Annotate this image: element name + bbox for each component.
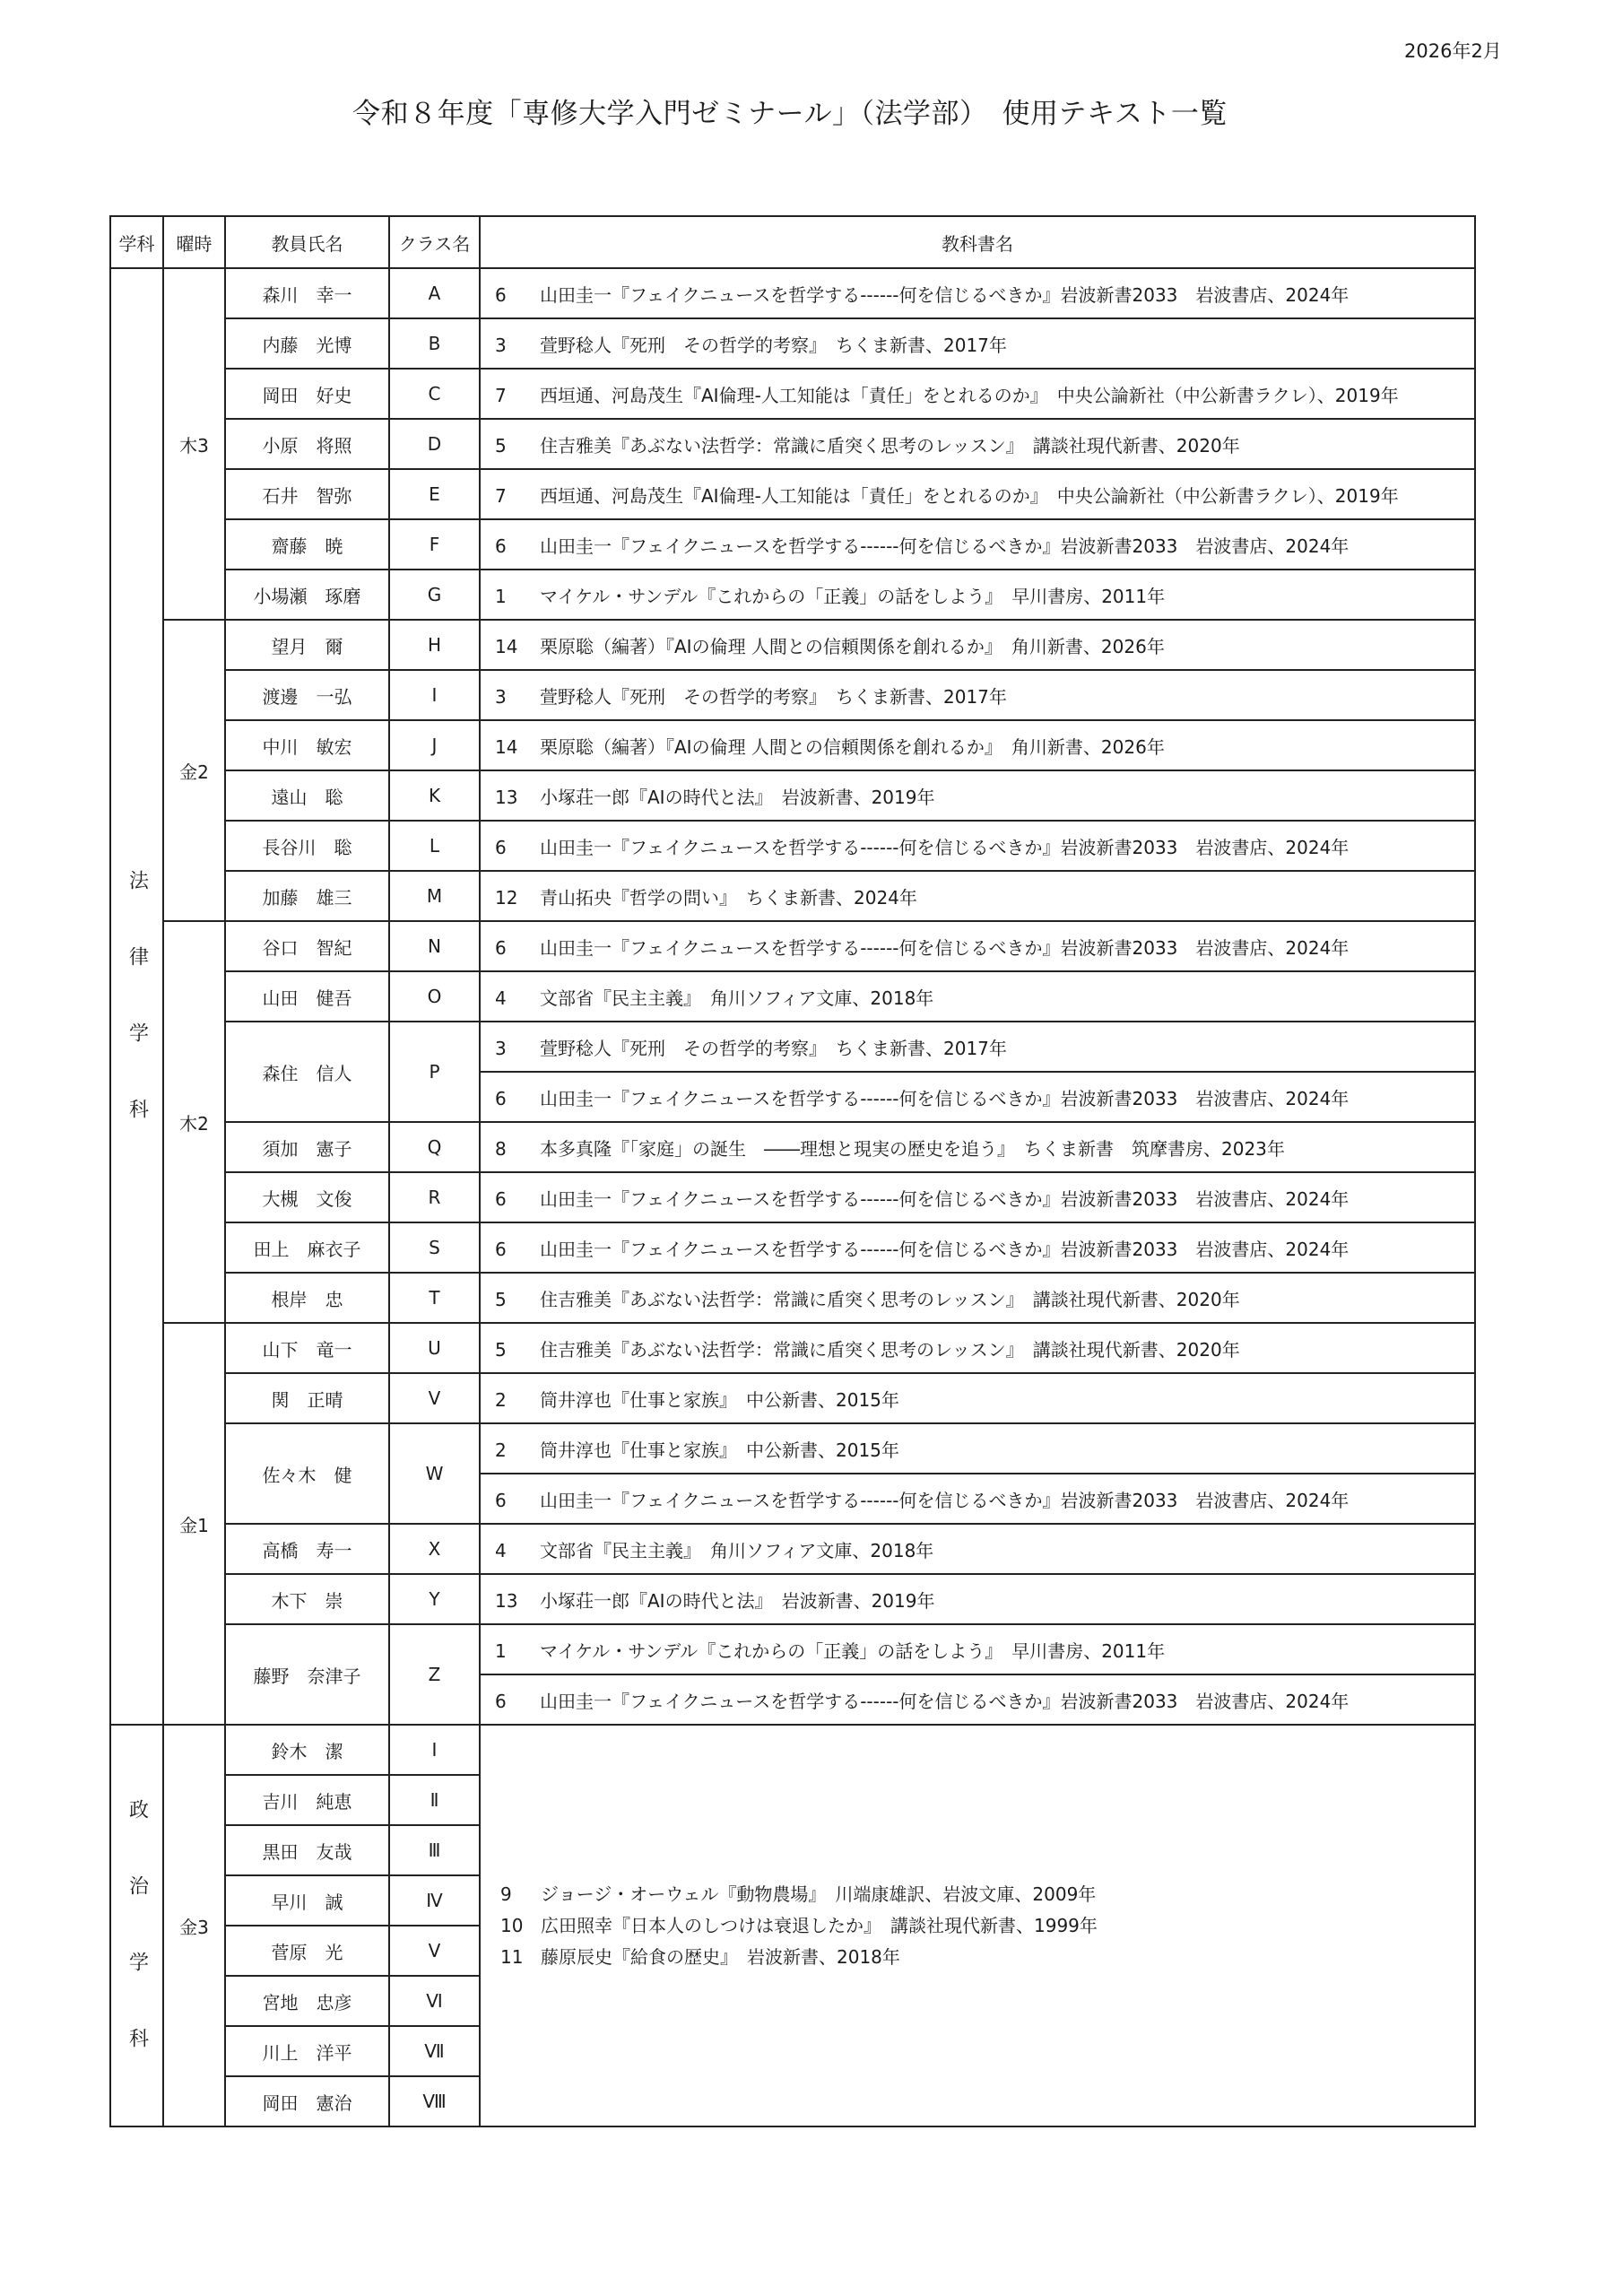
class-label: P bbox=[389, 1022, 480, 1122]
header-period: 曜時 bbox=[163, 216, 225, 268]
instructor-name: 小原 将照 bbox=[225, 419, 389, 469]
textbook-number: 5 bbox=[495, 1338, 507, 1361]
textbook-cell-politics bbox=[480, 1725, 1475, 2126]
textbook-entry bbox=[480, 318, 1475, 369]
textbook-title: 山田圭一『フェイクニュースを哲学する------何を信じるべきか』岩波新書2033 岩波書店、2024年 bbox=[540, 535, 1350, 557]
textbook-title: 筒井淳也『仕事と家族』 中公新書、2015年 bbox=[540, 1388, 899, 1411]
textbook-number: 5 bbox=[495, 1288, 507, 1310]
textbook-entry bbox=[480, 670, 1475, 720]
instructor-name: 佐々木 健 bbox=[225, 1423, 389, 1524]
textbook-number: 1 bbox=[495, 585, 507, 607]
class-label: K bbox=[389, 770, 480, 821]
class-label: Ⅰ bbox=[389, 1725, 480, 1775]
textbook-table bbox=[109, 215, 1476, 2127]
textbook-entry bbox=[480, 1373, 1475, 1423]
textbook-entry bbox=[480, 570, 1475, 620]
textbook-entry bbox=[480, 1172, 1475, 1222]
textbook-entry bbox=[480, 1072, 1475, 1122]
instructor-name: 石井 智弥 bbox=[225, 469, 389, 519]
textbook-number: 2 bbox=[495, 1439, 507, 1461]
table-row bbox=[110, 720, 1475, 770]
table-row bbox=[110, 670, 1475, 720]
instructor-name: 岡田 好史 bbox=[225, 369, 389, 419]
table-row bbox=[110, 821, 1475, 871]
textbook-entry bbox=[480, 1674, 1475, 1725]
table-row bbox=[110, 971, 1475, 1022]
header-row bbox=[110, 216, 1475, 268]
textbook-number: 6 bbox=[495, 936, 507, 959]
textbook-title: 西垣通、河島茂生『AI倫理-人工知能は「責任」をとれるのか』 中央公論新社（中公新書ラクレ）、2019年 bbox=[540, 484, 1399, 507]
textbook-number: 10 bbox=[500, 1914, 524, 1936]
textbook-title: 山田圭一『フェイクニュースを哲学する------何を信じるべきか』岩波新書2033 岩波書店、2024年 bbox=[540, 1238, 1350, 1260]
textbook-number: 6 bbox=[495, 1690, 507, 1712]
instructor-name: 渡邊 一弘 bbox=[225, 670, 389, 720]
class-label: O bbox=[389, 971, 480, 1022]
textbook-title: 山田圭一『フェイクニュースを哲学する------何を信じるべきか』岩波新書2033 岩波書店、2024年 bbox=[540, 1489, 1350, 1511]
textbook-entry bbox=[500, 1910, 1474, 1942]
class-label: Ⅶ bbox=[389, 2026, 480, 2076]
textbook-title: マイケル・サンデル『これからの「正義」の話をしよう』 早川書房、2011年 bbox=[540, 585, 1166, 607]
class-label: H bbox=[389, 620, 480, 670]
class-label: V bbox=[389, 1373, 480, 1423]
textbook-number: 2 bbox=[495, 1388, 507, 1411]
textbook-number: 9 bbox=[500, 1883, 512, 1905]
table-row bbox=[110, 921, 1475, 971]
instructor-name: 高橋 寿一 bbox=[225, 1524, 389, 1574]
table-row bbox=[110, 570, 1475, 620]
class-label: Ⅵ bbox=[389, 1976, 480, 2026]
textbook-number: 7 bbox=[495, 384, 507, 406]
textbook-number: 6 bbox=[495, 1489, 507, 1511]
table-row bbox=[110, 1524, 1475, 1574]
table-row bbox=[110, 268, 1475, 318]
textbook-entry bbox=[480, 1273, 1475, 1323]
department-label: 法律学科 bbox=[126, 870, 149, 1175]
textbook-title: マイケル・サンデル『これからの「正義」の話をしよう』 早川書房、2011年 bbox=[540, 1639, 1166, 1662]
class-label: Ⅷ bbox=[389, 2076, 480, 2126]
table-row bbox=[110, 1624, 1475, 1674]
class-label: A bbox=[389, 268, 480, 318]
textbook-number: 13 bbox=[495, 786, 518, 808]
textbook-entry bbox=[480, 1022, 1475, 1072]
textbook-title: 住吉雅美『あぶない法哲学：常識に盾突く思考のレッスン』 講談社現代新書、2020年 bbox=[540, 1288, 1240, 1310]
class-label: S bbox=[389, 1222, 480, 1273]
class-label: Q bbox=[389, 1122, 480, 1172]
textbook-title: 山田圭一『フェイクニュースを哲学する------何を信じるべきか』岩波新書2033 岩波書店、2024年 bbox=[540, 1690, 1350, 1712]
textbook-entry bbox=[480, 419, 1475, 469]
table-row bbox=[110, 1222, 1475, 1273]
textbook-entry bbox=[500, 1879, 1474, 1910]
instructor-name: 関 正晴 bbox=[225, 1373, 389, 1423]
textbook-number: 13 bbox=[495, 1589, 518, 1612]
class-label: D bbox=[389, 419, 480, 469]
instructor-name: 森住 信人 bbox=[225, 1022, 389, 1122]
textbook-number: 7 bbox=[495, 484, 507, 507]
textbook-entry bbox=[480, 369, 1475, 419]
textbook-entry bbox=[480, 519, 1475, 570]
textbook-number: 6 bbox=[495, 1087, 507, 1109]
instructor-name: 齋藤 暁 bbox=[225, 519, 389, 570]
class-label: Z bbox=[389, 1624, 480, 1725]
textbook-entry bbox=[480, 770, 1475, 821]
class-label: G bbox=[389, 570, 480, 620]
textbook-title: 筒井淳也『仕事と家族』 中公新書、2015年 bbox=[540, 1439, 899, 1461]
textbook-title: 山田圭一『フェイクニュースを哲学する------何を信じるべきか』岩波新書2033 岩波書店、2024年 bbox=[540, 283, 1350, 306]
table-body bbox=[110, 216, 1475, 2126]
textbook-title: 山田圭一『フェイクニュースを哲学する------何を信じるべきか』岩波新書2033 岩波書店、2024年 bbox=[540, 1187, 1350, 1210]
textbook-entry bbox=[480, 871, 1475, 921]
instructor-name: 中川 敏宏 bbox=[225, 720, 389, 770]
page-title: 令和８年度「専修大学入門ゼミナール」（法学部） 使用テキスト一覧 bbox=[352, 98, 1228, 130]
textbook-title: 萱野稔人『死刑 その哲学的考察』 ちくま新書、2017年 bbox=[540, 334, 1007, 356]
class-label: E bbox=[389, 469, 480, 519]
class-label: C bbox=[389, 369, 480, 419]
textbook-title: 栗原聡（編著）『AIの倫理 人間との信頼関係を創れるか』 角川新書、2026年 bbox=[540, 635, 1165, 657]
period-cell: 木3 bbox=[163, 268, 225, 620]
textbook-title: 藤原辰史『給食の歴史』 岩波新書、2018年 bbox=[541, 1945, 900, 1968]
table-row bbox=[110, 1725, 1475, 1775]
department-cell-politics bbox=[110, 1725, 163, 2126]
textbook-number: 3 bbox=[495, 685, 507, 708]
header-instructor: 教員氏名 bbox=[225, 216, 389, 268]
class-label: I bbox=[389, 670, 480, 720]
table-row bbox=[110, 871, 1475, 921]
instructor-name: 鈴木 潔 bbox=[225, 1725, 389, 1775]
table-row bbox=[110, 620, 1475, 670]
textbook-title: 文部省『民主主義』 角川ソフィア文庫、2018年 bbox=[540, 1539, 934, 1561]
textbook-number: 6 bbox=[495, 836, 507, 858]
textbook-entry bbox=[480, 620, 1475, 670]
textbook-number: 14 bbox=[495, 635, 518, 657]
instructor-name: 藤野 奈津子 bbox=[225, 1624, 389, 1725]
instructor-name: 小場瀬 琢磨 bbox=[225, 570, 389, 620]
instructor-name: 望月 爾 bbox=[225, 620, 389, 670]
class-label: X bbox=[389, 1524, 480, 1574]
class-label: R bbox=[389, 1172, 480, 1222]
textbook-title: ジョージ・オーウェル『動物農場』 川端康雄訳、岩波文庫、2009年 bbox=[541, 1883, 1097, 1905]
textbook-title: 文部省『民主主義』 角川ソフィア文庫、2018年 bbox=[540, 987, 934, 1009]
class-label: Y bbox=[389, 1574, 480, 1624]
textbook-title: 住吉雅美『あぶない法哲学：常識に盾突く思考のレッスン』 講談社現代新書、2020年 bbox=[540, 434, 1240, 457]
textbook-entry bbox=[480, 1122, 1475, 1172]
table-row bbox=[110, 1273, 1475, 1323]
textbook-title: 栗原聡（編著）『AIの倫理 人間との信頼関係を創れるか』 角川新書、2026年 bbox=[540, 735, 1165, 758]
textbook-entry bbox=[480, 268, 1475, 318]
textbook-title: 小塚荘一郎『AIの時代と法』 岩波新書、2019年 bbox=[540, 786, 935, 808]
textbook-entry bbox=[480, 1524, 1475, 1574]
textbook-entry bbox=[480, 821, 1475, 871]
textbook-number: 3 bbox=[495, 334, 507, 356]
textbook-title: 西垣通、河島茂生『AI倫理-人工知能は「責任」をとれるのか』 中央公論新社（中公新書ラクレ）、2019年 bbox=[540, 384, 1399, 406]
instructor-name: 山田 健吾 bbox=[225, 971, 389, 1022]
textbook-title: 本多真隆『「家庭」の誕生 ――理想と現実の歴史を追う』 ちくま新書 筑摩書房、2023年 bbox=[540, 1137, 1285, 1160]
instructor-name: 遠山 聡 bbox=[225, 770, 389, 821]
instructor-name: 吉川 純恵 bbox=[225, 1775, 389, 1825]
instructor-name: 岡田 憲治 bbox=[225, 2076, 389, 2126]
textbook-number: 4 bbox=[495, 987, 507, 1009]
textbook-title: 住吉雅美『あぶない法哲学：常識に盾突く思考のレッスン』 講談社現代新書、2020年 bbox=[540, 1338, 1240, 1361]
table-row bbox=[110, 419, 1475, 469]
class-label: Ⅳ bbox=[389, 1875, 480, 1926]
textbook-entry bbox=[480, 921, 1475, 971]
textbook-entry bbox=[480, 1222, 1475, 1273]
table-row bbox=[110, 369, 1475, 419]
table-row bbox=[110, 469, 1475, 519]
instructor-name: 須加 憲子 bbox=[225, 1122, 389, 1172]
instructor-name: 長谷川 聡 bbox=[225, 821, 389, 871]
textbook-number: 4 bbox=[495, 1539, 507, 1561]
textbook-number: 1 bbox=[495, 1639, 507, 1662]
textbook-title: 広田照幸『日本人のしつけは衰退したか』 講談社現代新書、1999年 bbox=[541, 1914, 1098, 1936]
textbook-title: 山田圭一『フェイクニュースを哲学する------何を信じるべきか』岩波新書2033 岩波書店、2024年 bbox=[540, 836, 1350, 858]
textbook-title: 萱野稔人『死刑 その哲学的考察』 ちくま新書、2017年 bbox=[540, 685, 1007, 708]
textbook-number: 14 bbox=[495, 735, 518, 758]
class-label: F bbox=[389, 519, 480, 570]
table-row bbox=[110, 1172, 1475, 1222]
instructor-name: 根岸 忠 bbox=[225, 1273, 389, 1323]
textbook-entry bbox=[480, 469, 1475, 519]
textbook-number: 11 bbox=[500, 1945, 524, 1968]
instructor-name: 内藤 光博 bbox=[225, 318, 389, 369]
textbook-title: 山田圭一『フェイクニュースを哲学する------何を信じるべきか』岩波新書2033 岩波書店、2024年 bbox=[540, 936, 1350, 959]
period-cell: 金2 bbox=[163, 620, 225, 921]
document-date: 2026年2月 bbox=[1404, 40, 1502, 62]
instructor-name: 菅原 光 bbox=[225, 1926, 389, 1976]
textbook-number: 12 bbox=[495, 886, 518, 909]
textbook-entry bbox=[480, 1474, 1475, 1524]
table-row bbox=[110, 1373, 1475, 1423]
textbook-number: 3 bbox=[495, 1037, 507, 1059]
textbook-number: 6 bbox=[495, 535, 507, 557]
class-label: Ⅴ bbox=[389, 1926, 480, 1976]
textbook-number: 6 bbox=[495, 1238, 507, 1260]
textbook-entry bbox=[480, 1574, 1475, 1624]
instructor-name: 谷口 智紀 bbox=[225, 921, 389, 971]
header-department: 学科 bbox=[110, 216, 163, 268]
textbook-entry bbox=[480, 1423, 1475, 1474]
department-label: 政治学科 bbox=[126, 1799, 149, 2104]
table-row bbox=[110, 1423, 1475, 1474]
class-label: N bbox=[389, 921, 480, 971]
table-row bbox=[110, 1122, 1475, 1172]
textbook-title: 萱野稔人『死刑 その哲学的考察』 ちくま新書、2017年 bbox=[540, 1037, 1007, 1059]
class-label: U bbox=[389, 1323, 480, 1373]
table-row bbox=[110, 519, 1475, 570]
instructor-name: 山下 竜一 bbox=[225, 1323, 389, 1373]
class-label: M bbox=[389, 871, 480, 921]
textbook-title: 山田圭一『フェイクニュースを哲学する------何を信じるべきか』岩波新書2033 岩波書店、2024年 bbox=[540, 1087, 1350, 1109]
textbook-number: 5 bbox=[495, 434, 507, 457]
instructor-name: 加藤 雄三 bbox=[225, 871, 389, 921]
instructor-name: 川上 洋平 bbox=[225, 2026, 389, 2076]
period-cell: 金3 bbox=[163, 1725, 225, 2126]
textbook-title: 小塚荘一郎『AIの時代と法』 岩波新書、2019年 bbox=[540, 1589, 935, 1612]
table-row bbox=[110, 1574, 1475, 1624]
instructor-name: 森川 幸一 bbox=[225, 268, 389, 318]
textbook-number: 8 bbox=[495, 1137, 507, 1160]
table-row bbox=[110, 1022, 1475, 1072]
textbook-entry bbox=[480, 1624, 1475, 1674]
instructor-name: 黒田 友哉 bbox=[225, 1825, 389, 1875]
table-row bbox=[110, 1323, 1475, 1373]
textbook-number: 6 bbox=[495, 1187, 507, 1210]
header-textbook: 教科書名 bbox=[480, 216, 1475, 268]
textbook-entry bbox=[480, 720, 1475, 770]
textbook-entry bbox=[480, 971, 1475, 1022]
class-label: B bbox=[389, 318, 480, 369]
instructor-name: 木下 崇 bbox=[225, 1574, 389, 1624]
instructor-name: 宮地 忠彦 bbox=[225, 1976, 389, 2026]
period-cell: 木2 bbox=[163, 921, 225, 1323]
class-label: J bbox=[389, 720, 480, 770]
textbook-number: 6 bbox=[495, 283, 507, 306]
table-row bbox=[110, 770, 1475, 821]
instructor-name: 大槻 文俊 bbox=[225, 1172, 389, 1222]
instructor-name: 早川 誠 bbox=[225, 1875, 389, 1926]
class-label: L bbox=[389, 821, 480, 871]
textbook-entry bbox=[500, 1942, 1474, 1973]
class-label: T bbox=[389, 1273, 480, 1323]
class-label: Ⅲ bbox=[389, 1825, 480, 1875]
textbook-title: 青山拓央『哲学の問い』 ちくま新書、2024年 bbox=[540, 886, 917, 909]
class-label: W bbox=[389, 1423, 480, 1524]
textbook-entry bbox=[480, 1323, 1475, 1373]
table-row bbox=[110, 318, 1475, 369]
department-cell-law bbox=[110, 268, 163, 1725]
header-class: クラス名 bbox=[389, 216, 480, 268]
class-label: Ⅱ bbox=[389, 1775, 480, 1825]
period-cell: 金1 bbox=[163, 1323, 225, 1725]
instructor-name: 田上 麻衣子 bbox=[225, 1222, 389, 1273]
